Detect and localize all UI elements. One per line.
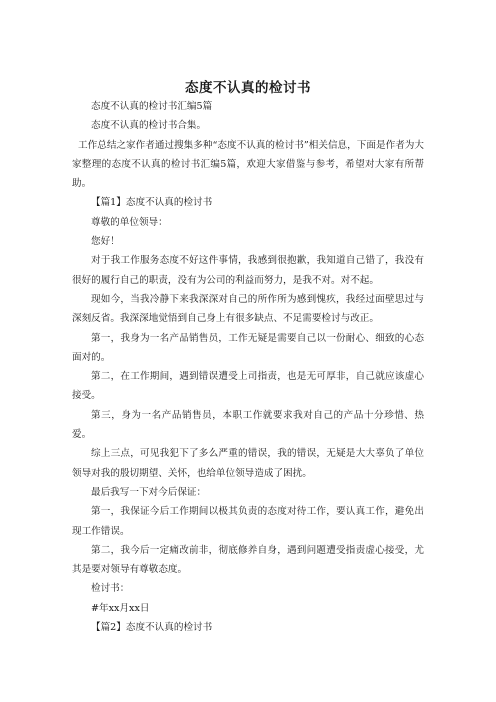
paragraph-apology: 对于我工作服务态度不好这件事情，我感到很抱歉，我知道自己错了，我没有很好的履行自己的职责，没有为公司的利益而努力，是我不对。对不起。 [72,255,424,286]
paragraph-summary: 综上三点，可见我犯下了多么严重的错误，我的错误，无疑是大大辜负了单位领导对我的殷切期望、关怀，也给单位领导造成了困扰。 [72,448,424,479]
paragraph-point-1: 第一，我身为一名产品销售员，工作无疑是需要自己以一份耐心、细致的心态面对的。 [72,332,424,363]
paragraph-collection-title: 态度不认真的检讨书汇编5篇 [91,101,213,112]
section-heading-2: 【篇2】态度不认真的检讨书 [91,622,213,634]
paragraph-point-2: 第二，在工作期间，遇到错误遭受上司指责，也是无可厚非，自己就应该虚心接受。 [72,371,424,402]
paragraph-collection-subtitle: 态度不认真的检讨书合集。 [91,120,207,132]
paragraph-intro: 工作总结之家作者通过搜集多种“态度不认真的检讨书”相关信息，下面是作者为大家整理的态度不认真的检讨书汇编5篇，欢迎大家借鉴与参考，希望对大家有所帮助。 [72,139,424,190]
document-body [72,97,424,637]
paragraph-point-3: 第三，身为一名产品销售员，本职工作就要求我对自己的产品十分珍惜、热爱。 [72,409,424,441]
document-title: 态度不认真的检讨书 [185,80,311,96]
section-heading-1: 【篇1】态度不认真的检讨书 [91,197,213,209]
paragraph-guarantee-intro: 最后我写一下对今后保证： [91,486,207,498]
signature-label: 检讨书： [91,583,130,595]
paragraph-reflection: 现如今，当我冷静下来我深深对自己的所作所为感到愧疚，我经过面壁思过与深刻反省。我深深地觉悟到自己身上有很多缺点、不足需要检讨与改正。 [72,293,424,325]
date-line: #年xx月xx日 [91,602,150,614]
greeting: 您好！ [91,236,120,248]
paragraph-guarantee-1: 第一，我保证今后工作期间以极其负责的态度对待工作，要认真工作，避免出现工作错误。 [72,506,424,537]
paragraph-guarantee-2: 第二，我今后一定痛改前非，彻底修养自身，遇到问题遭受指责虚心接受，尤其是要对领导有尊敬态度。 [72,544,424,576]
salutation: 尊敬的单位领导： [91,216,168,228]
